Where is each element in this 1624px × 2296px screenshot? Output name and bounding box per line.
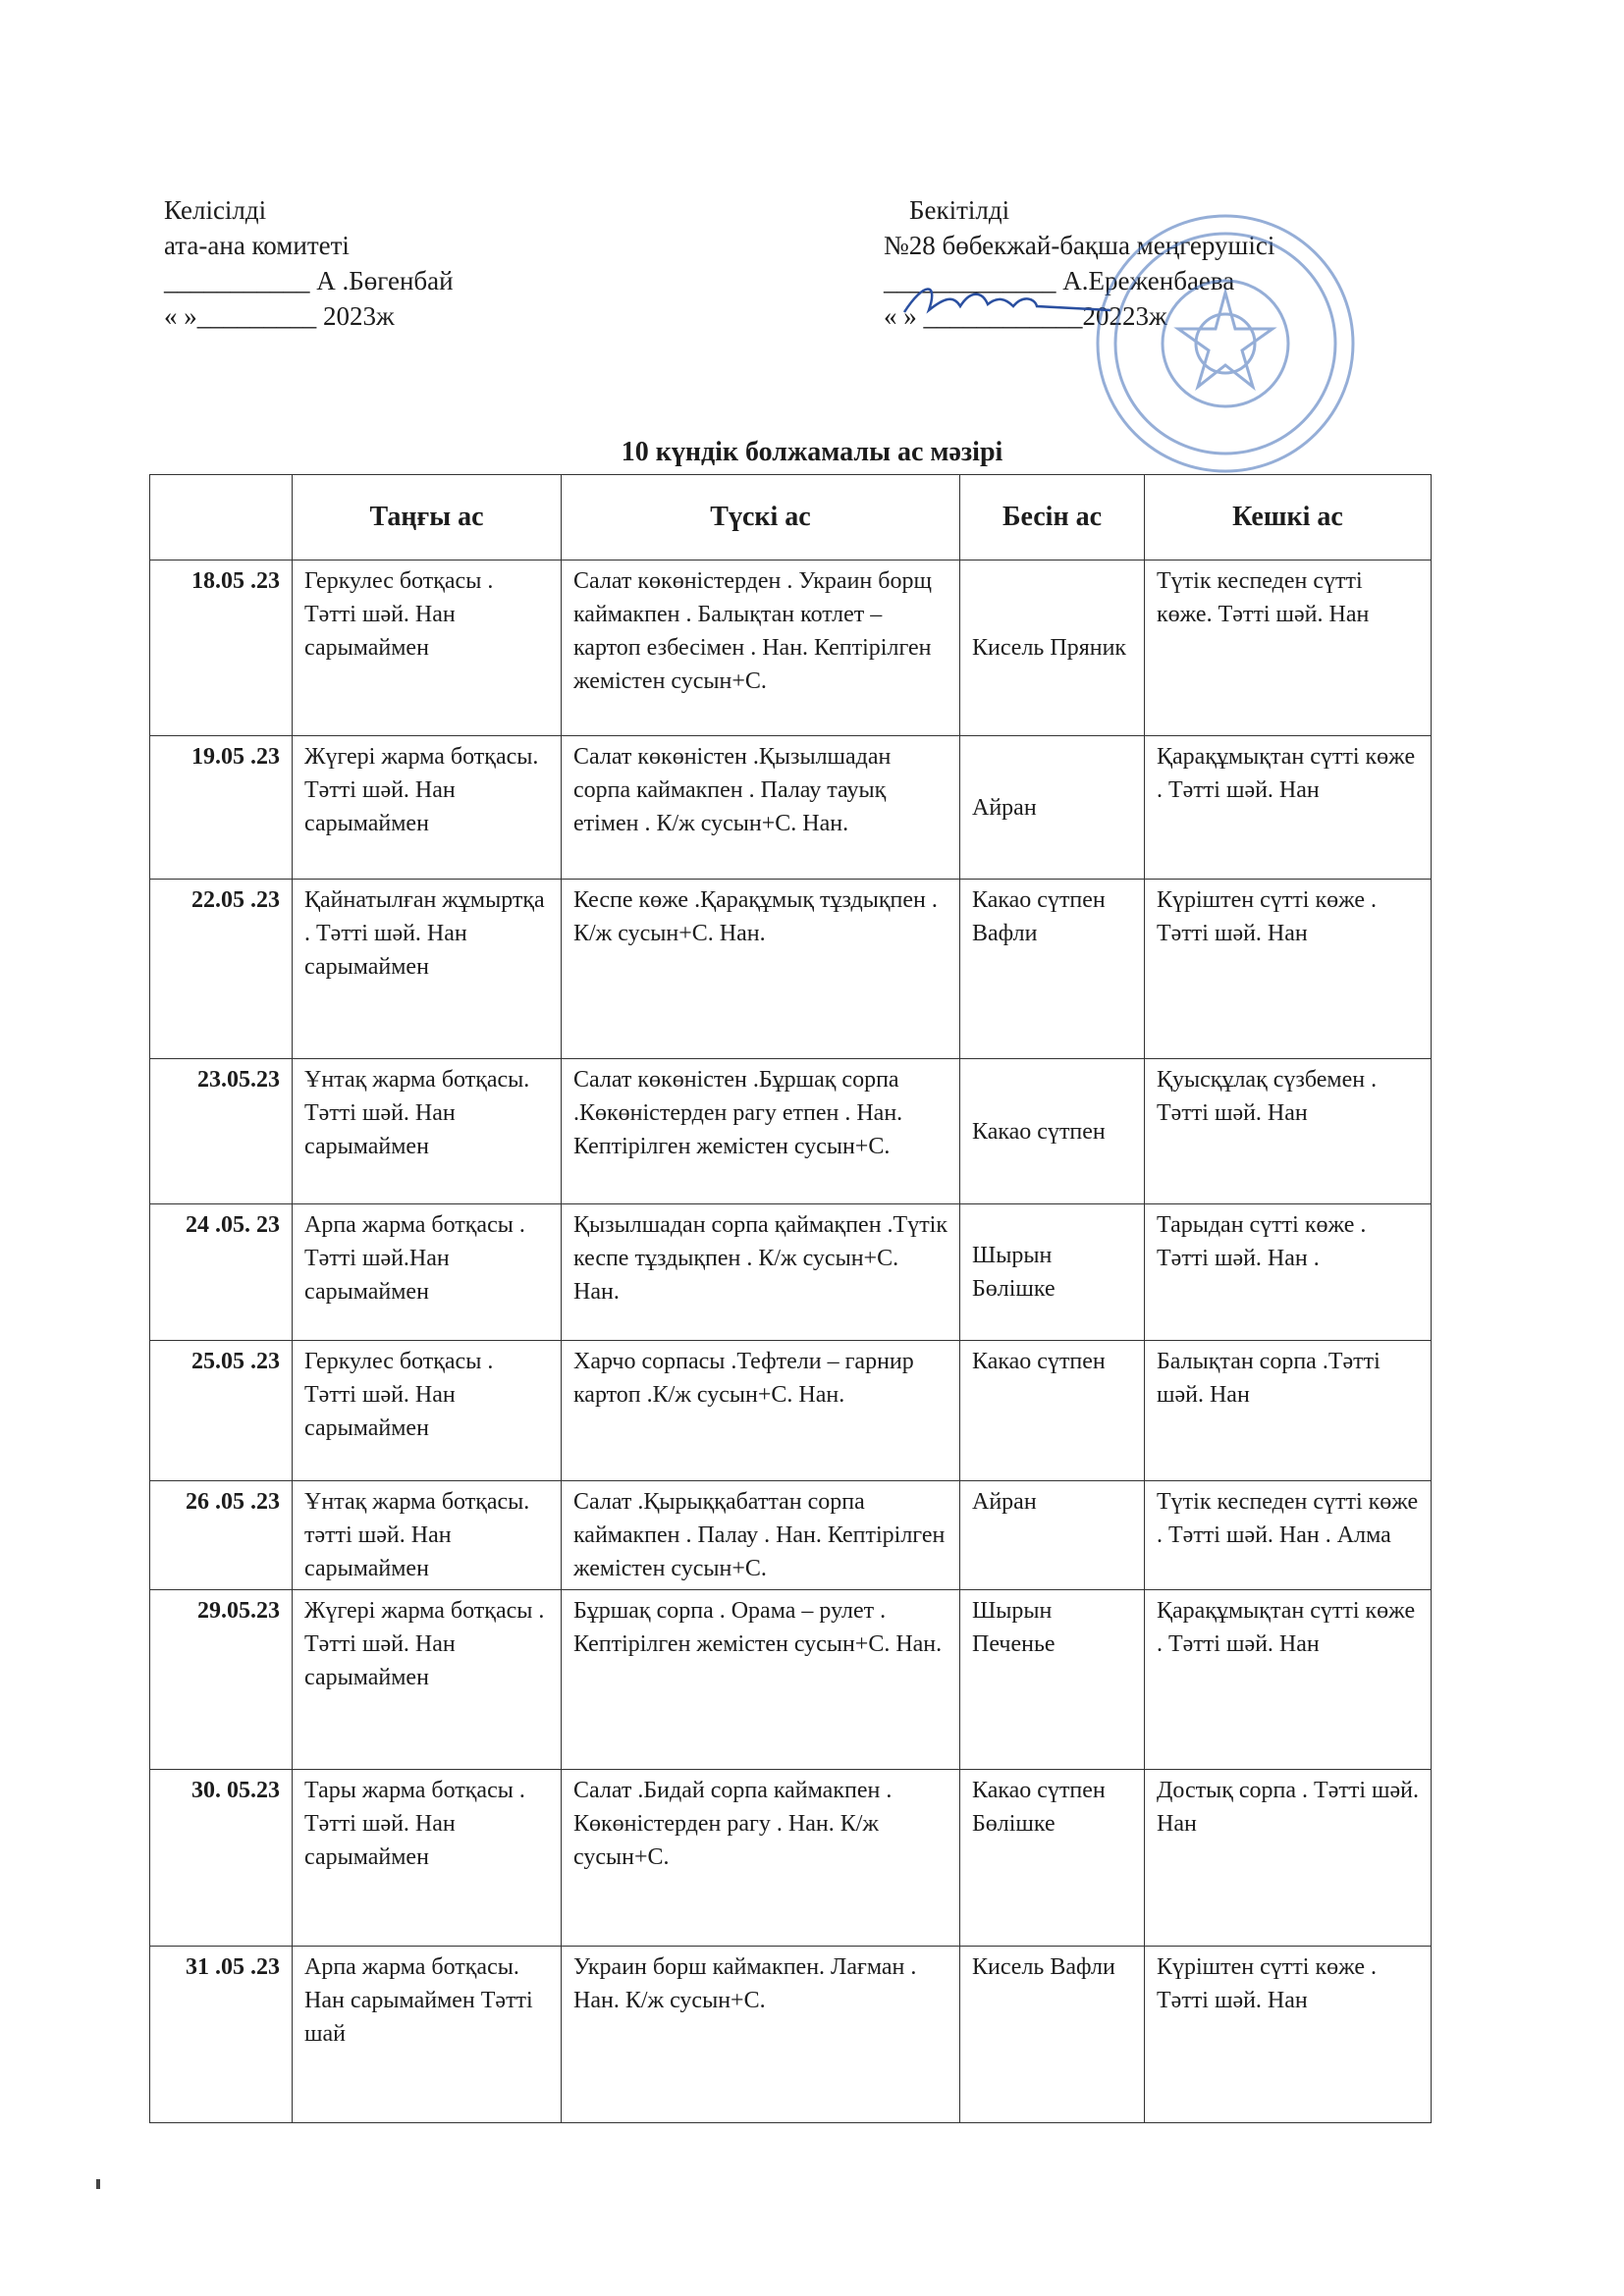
row-lunch: Салат көкөністен .Бұршақ сорпа .Көкөністерден рагу етпен . Нан. Кептірілген жемістен сусын+С. <box>562 1059 960 1204</box>
table-row <box>150 1481 1432 1590</box>
row-dinner: Түтік кеспеден сүтті көже. Тәтті шәй. Нан <box>1145 561 1432 736</box>
row-breakfast: Ұнтақ жарма ботқасы. Тәтті шәй. Нан сарымаймен <box>293 1059 562 1204</box>
table-row <box>150 1341 1432 1481</box>
row-snack: Какао сүтпен <box>960 1341 1145 1481</box>
header-breakfast: Таңғы ас <box>293 475 562 561</box>
row-dinner: Күріштен сүтті көже . Тәтті шәй. Нан <box>1145 1947 1432 2123</box>
table-row <box>150 1059 1432 1204</box>
right-date-line: « » ____________20223ж <box>884 301 1167 331</box>
row-breakfast: Геркулес ботқасы . Тәтті шәй. Нан сарымаймен <box>293 561 562 736</box>
row-date: 22.05 .23 <box>150 880 293 1059</box>
row-lunch: Кеспе көже .Қарақұмық тұздықпен . К/ж сусын+С. Нан. <box>562 880 960 1059</box>
approval-left-block <box>164 192 454 334</box>
row-snack: Айран <box>960 1481 1145 1590</box>
table-row <box>150 1947 1432 2123</box>
row-lunch: Украин борш каймакпен. Лағман . Нан. К/ж сусын+С. <box>562 1947 960 2123</box>
header-snack: Бесін ас <box>960 475 1145 561</box>
row-dinner: Түтік кеспеден сүтті көже . Тәтті шәй. Нан . Алма <box>1145 1481 1432 1590</box>
table-row <box>150 1590 1432 1770</box>
table-row <box>150 561 1432 736</box>
row-snack: Кисель Пряник <box>960 561 1145 736</box>
row-date: 23.05.23 <box>150 1059 293 1204</box>
row-dinner: Балықтан сорпа .Тәтті шәй. Нан <box>1145 1341 1432 1481</box>
parents-committee-label: ата-ана комитеті <box>164 231 350 260</box>
row-date: 19.05 .23 <box>150 736 293 880</box>
signature-icon <box>899 277 1115 326</box>
row-snack: Шырын Бөлішке <box>960 1204 1145 1341</box>
row-date: 25.05 .23 <box>150 1341 293 1481</box>
row-dinner: Қарақұмықтан сүтті көже . Тәтті шәй. Нан <box>1145 736 1432 880</box>
row-snack: Какао сүтпен Вафли <box>960 880 1145 1059</box>
row-breakfast: Геркулес ботқасы . Тәтті шәй. Нан сарымаймен <box>293 1341 562 1481</box>
header-lunch: Түскі ас <box>562 475 960 561</box>
menu-table <box>149 474 1432 2123</box>
row-snack: Какао сүтпен <box>960 1059 1145 1204</box>
row-breakfast: Қайнатылған жұмыртқа . Тәтті шәй. Нан сарымаймен <box>293 880 562 1059</box>
row-snack: Айран <box>960 736 1145 880</box>
row-snack: Какао сүтпен Бөлішке <box>960 1770 1145 1947</box>
left-signature-line: ___________ А .Бөгенбай <box>164 266 454 295</box>
row-lunch: Салат .Қырыққабаттан сорпа каймакпен . Палау . Нан. Кептірілген жемістен сусын+С. <box>562 1481 960 1590</box>
row-dinner: Қуысқұлақ сүзбемен . Тәтті шәй. Нан <box>1145 1059 1432 1204</box>
head-position-label: №28 бөбекжай-бақша меңгерушісі <box>884 231 1275 260</box>
row-lunch: Бұршақ сорпа . Орама – рулет . Кептірілген жемістен сусын+С. Нан. <box>562 1590 960 1770</box>
row-date: 24 .05. 23 <box>150 1204 293 1341</box>
row-date: 18.05 .23 <box>150 561 293 736</box>
scan-mark <box>96 2179 100 2189</box>
row-breakfast: Тары жарма ботқасы . Тәтті шәй. Нан сарымаймен <box>293 1770 562 1947</box>
right-signature-line: _____________ А.Ереженбаева <box>884 266 1235 295</box>
menu-header-row <box>150 475 1432 561</box>
left-date-line: « »_________ 2023ж <box>164 301 395 331</box>
row-breakfast: Жүгері жарма ботқасы . Тәтті шәй. Нан сарымаймен <box>293 1590 562 1770</box>
row-snack: Кисель Вафли <box>960 1947 1145 2123</box>
agreed-label: Келісілді <box>164 195 267 225</box>
menu-title: 10 күндік болжамалы ас мәзірі <box>621 437 1003 467</box>
row-breakfast: Арпа жарма ботқасы . Тәтті шәй.Нан сарымаймен <box>293 1204 562 1341</box>
row-dinner: Тарыдан сүтті көже . Тәтті шәй. Нан . <box>1145 1204 1432 1341</box>
row-date: 30. 05.23 <box>150 1770 293 1947</box>
row-dinner: Достық сорпа . Тәтті шәй. Нан <box>1145 1770 1432 1947</box>
header-date <box>150 475 293 561</box>
row-date: 26 .05 .23 <box>150 1481 293 1590</box>
row-lunch: Қызылшадан сорпа қаймақпен .Түтік кеспе тұздықпен . К/ж сусын+С. Нан. <box>562 1204 960 1341</box>
row-lunch: Харчо сорпасы .Тефтели – гарнир картоп .К/ж сусын+С. Нан. <box>562 1341 960 1481</box>
table-row <box>150 880 1432 1059</box>
header-dinner: Кешкі ас <box>1145 475 1432 561</box>
row-lunch: Салат .Бидай сорпа каймакпен . Көкөністерден рагу . Нан. К/ж сусын+С. <box>562 1770 960 1947</box>
approved-label: Бекітілді <box>909 195 1010 225</box>
row-lunch: Салат көкөністен .Қызылшадан сорпа каймакпен . Палау тауық етімен . К/ж сусын+С. Нан. <box>562 736 960 880</box>
table-row <box>150 1770 1432 1947</box>
row-breakfast: Ұнтақ жарма ботқасы. тәтті шәй. Нан сарымаймен <box>293 1481 562 1590</box>
row-snack: Шырын Печенье <box>960 1590 1145 1770</box>
table-row <box>150 1204 1432 1341</box>
row-breakfast: Жүгері жарма ботқасы. Тәтті шәй. Нан сарымаймен <box>293 736 562 880</box>
row-lunch: Салат көкөністерден . Украин борщ каймакпен . Балықтан котлет –картоп езбесімен . Нан. Кептірілген жемістен сусын+С. <box>562 561 960 736</box>
table-row <box>150 736 1432 880</box>
row-dinner: Күріштен сүтті көже . Тәтті шәй. Нан <box>1145 880 1432 1059</box>
row-date: 29.05.23 <box>150 1590 293 1770</box>
row-dinner: Қарақұмықтан сүтті көже . Тәтті шәй. Нан <box>1145 1590 1432 1770</box>
row-breakfast: Арпа жарма ботқасы. Нан сарымаймен Тәтті шай <box>293 1947 562 2123</box>
row-date: 31 .05 .23 <box>150 1947 293 2123</box>
